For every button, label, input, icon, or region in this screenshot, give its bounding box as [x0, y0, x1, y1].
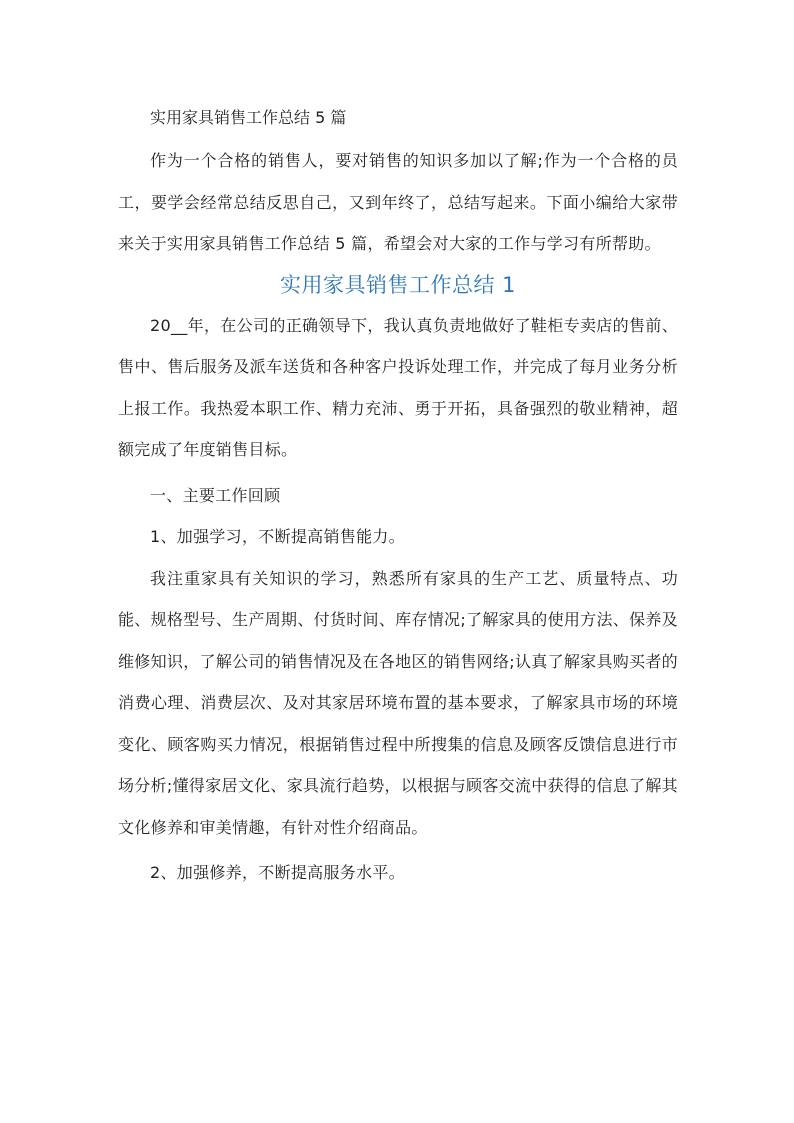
item-one-heading: 1、加强学习，不断提高销售能力。 — [150, 527, 405, 546]
part-one-heading: 一、主要工作回顾 — [150, 485, 281, 505]
document-page — [118, 100, 678, 894]
document-title: 实用家具销售工作总结 5 篇 — [150, 108, 347, 127]
item-one-body: 我注重家具有关知识的学习，熟悉所有家具的生产工艺、质量特点、功能、规格型号、生产周期、付货时间、库存情况;了解家具的使用方法、保养及维修知识，了解公司的销售情况及在各地区的销售网络;认真了解家具购买者的消费心理、消费层次、及对其家居环境布置的基本要求，了解家具市场的环境变化、顾客购买力情况，根据销售过程中所搜集的信息及顾客反馈信息进行市场分析;懂得家居文化、家具流行趋势，以根据与顾客交流中获得的信息了解其文化修养和审美情趣，有针对性介绍商品。 — [118, 568, 678, 837]
section-heading: 实用家具销售工作总结 1 — [279, 272, 517, 297]
intro-paragraph: 作为一个合格的销售人，要对销售的知识多加以了解;作为一个合格的员工，要学会经常总结反思自己，又到年终了，总结写起来。下面小编给大家带来关于实用家具销售工作总结 5 篇，希望会对大家的工作与学习有所帮助。 — [118, 151, 678, 253]
section-intro-paragraph: 20__年，在公司的正确领导下，我认真负责地做好了鞋柜专卖店的售前、售中、售后服务及派车送货和各种客户投诉处理工作，并完成了每月业务分析上报工作。我热爱本职工作、精力充沛、勇于开拓，具备强烈的敬业精神，超额完成了年度销售目标。 — [118, 315, 678, 459]
item-two-heading: 2、加强修养，不断提高服务水平。 — [150, 863, 405, 882]
